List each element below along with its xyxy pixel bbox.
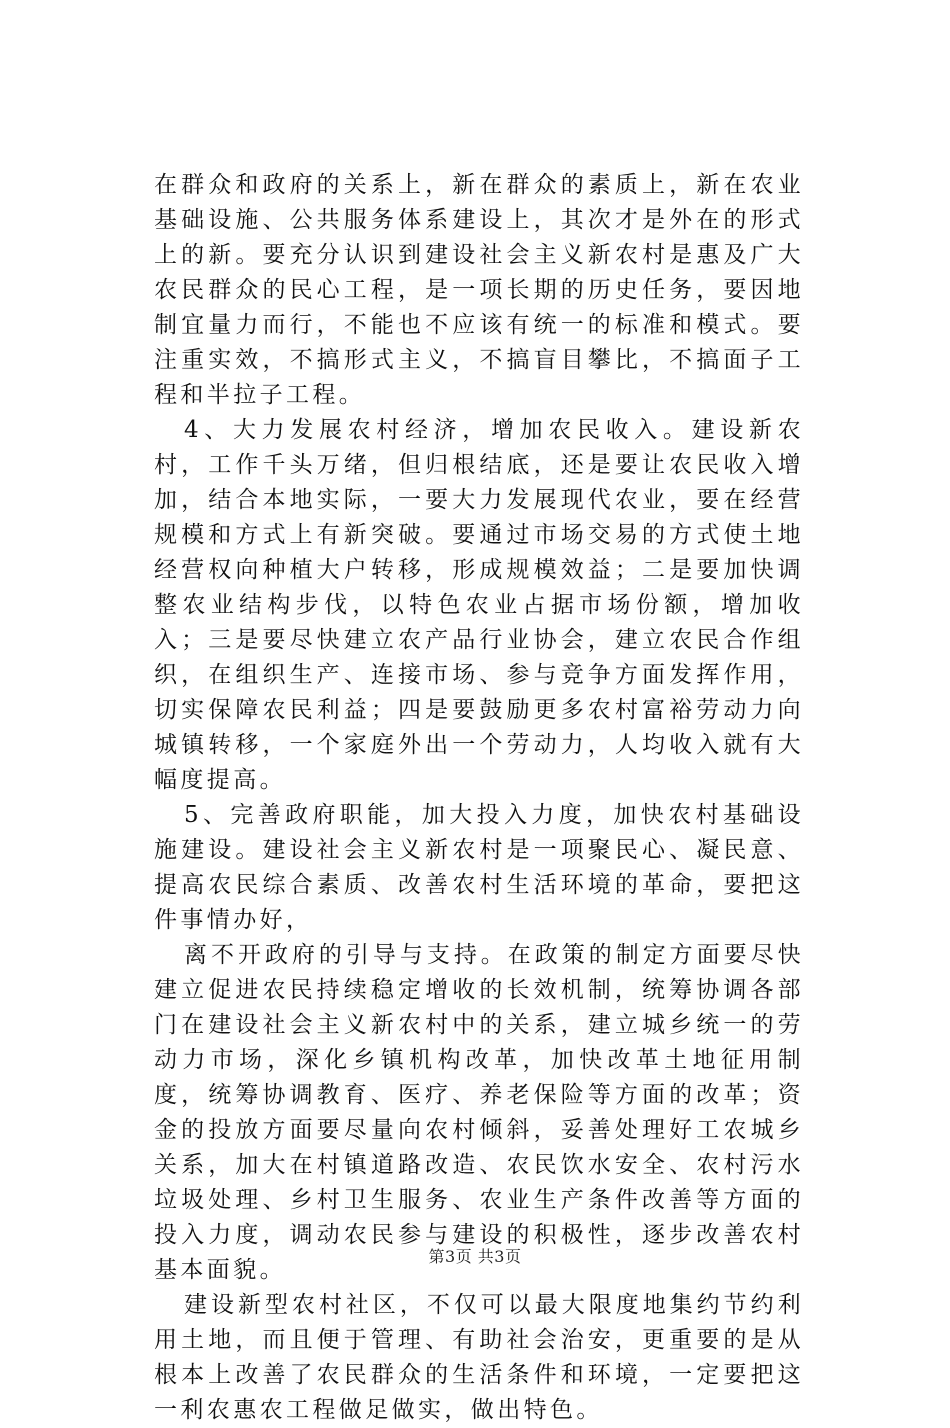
paragraph-continuation: 在群众和政府的关系上，新在群众的素质上，新在农业基础设施、公共服务体系建设上，其次才是外在的形式上的新。要充分认识到建设社会主义新农村是惠及广大农民群众的民心工程，是一项长期的历史任务，要因地制宜量力而行，不能也不应该有统一的标准和模式。要注重实效，不搞形式主义，不搞盲目攀比，不搞面子工程和半拉子工程。 <box>154 172 804 408</box>
page-footer: 第3页 共3页 <box>428 1247 522 1266</box>
paragraph-item-5: 5、完善政府职能，加大投入力度，加快农村基础设施建设。建设社会主义新农村是一项聚民心、凝民意、提高农民综合素质、改善农村生活环境的革命，要把这件事情办好， <box>154 802 804 933</box>
paragraph-government-support: 离不开政府的引导与支持。在政策的制定方面要尽快建立促进农民持续稳定增收的长效机制，统筹协调各部门在建设社会主义新农村中的关系，建立城乡统一的劳动力市场，深化乡镇机构改革，加快改革土地征用制度，统筹协调教育、医疗、养老保险等方面的改革；资金的投放方面要尽量向农村倾斜，妥善处理好工农城乡关系，加大在村镇道路改造、农民饮水安全、农村污水垃圾处理、乡村卫生服务、农业生产条件改善等方面的投入力度，调动农民参与建设的积极性，逐步改善农村基本面貌。 <box>154 942 804 1283</box>
document-body <box>154 168 804 1428</box>
paragraph-rural-community: 建设新型农村社区，不仅可以最大限度地集约节约利用土地，而且便于管理、有助社会治安，更重要的是从根本上改善了农民群众的生活条件和环境，一定要把这一利农惠农工程做足做实，做出特色。 <box>154 1292 804 1423</box>
paragraph-item-4: 4、大力发展农村经济，增加农民收入。建设新农村，工作千头万绪，但归根结底，还是要让农民收入增加，结合本地实际，一要大力发展现代农业，要在经营规模和方式上有新突破。要通过市场交易的方式使土地经营权向种植大户转移，形成规模效益；二是要加快调整农业结构步伐，以特色农业占据市场份额，增加收入；三是要尽快建立农产品行业协会，建立农民合作组织，在组织生产、连接市场、参与竞争方面发挥作用，切实保障农民利益；四是要鼓励更多农村富裕劳动力向城镇转移，一个家庭外出一个劳动力，人均收入就有大幅度提高。 <box>154 417 804 793</box>
